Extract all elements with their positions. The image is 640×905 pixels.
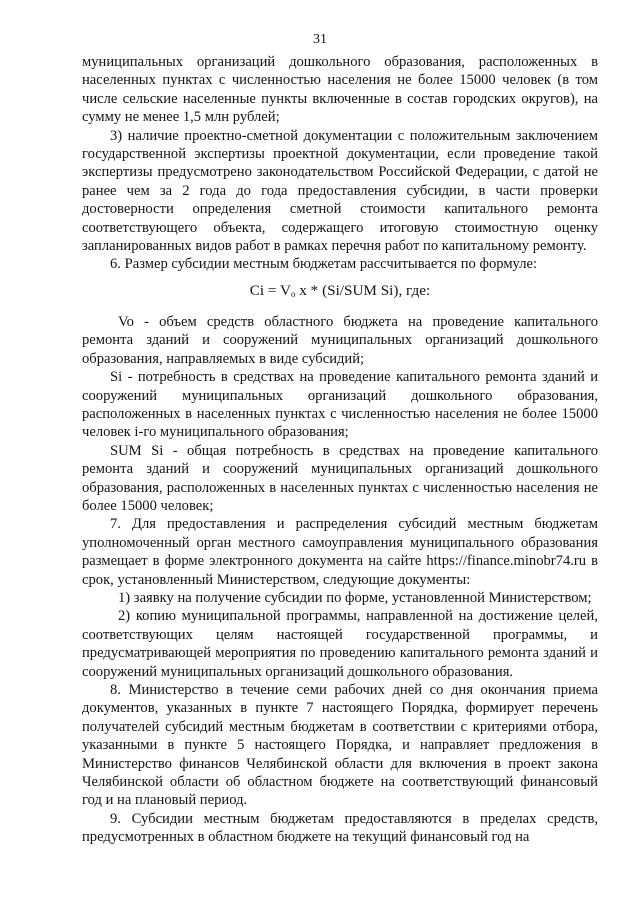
formula-suffix: x * (Si/SUM Si), где:	[295, 281, 431, 299]
paragraph-clause-7: 7. Для предоставления и распределения субсидий местным бюджетам уполномоченный орган местного самоуправления муниципального образования размещает в форме электронного документа на сайте https://finance.minobr74.ru в срок, установленный Министерством, следующие документы:	[82, 516, 598, 588]
paragraph-doc-1: 1) заявку на получение субсидии по форме, установленной Министерством;	[118, 589, 592, 606]
paragraph-clause-6: 6. Размер субсидии местным бюджетам рассчитывается по формуле:	[110, 256, 538, 273]
page-number: 31	[313, 32, 327, 47]
formula-prefix: Ci = V	[249, 281, 291, 299]
definition-sum-si: SUM Si - общая потребность в средствах на проведение капитального ремонта зданий и сооружений муниципальных организаций дошкольного образования, расположенных в населенных пунктах с численностью населения не более 15000 человек;	[82, 442, 598, 514]
formula-subscript: o	[290, 288, 296, 299]
document-body	[82, 53, 598, 847]
definition-si: Si - потребность в средствах на проведение капитального ремонта зданий и сооружений муниципальных организаций дошкольного образования, расположенных в населенных пунктах с численностью населения не более 15000 человек i-го муниципального образования;	[82, 369, 598, 441]
paragraph-continuation: муниципальных организаций дошкольного образования, расположенных в населенных пунктах с численностью населения не более 15000 человек (в том числе сельские населенные пункты включенные в состав городских округов), на сумму не менее 1,5 млн рублей;	[82, 54, 598, 126]
paragraph-clause-8: 8. Министерство в течение семи рабочих дней со дня окончания приема документов, указанных в пункте 7 настоящего Порядка, формирует перечень получателей субсидий местным бюджетам в соответствии с критериями отбора, указанными в пункте 5 настоящего Порядка, и направляет предложения в Министерство финансов Челябинской области для включения в проект закона Челябинской области об областном бюджете на соответствующий финансовый год и на плановый период.	[82, 682, 598, 809]
paragraph-item-3: 3) наличие проектно-сметной документации с положительным заключением государственной экспертизы проектной документации, если проведение такой экспертизы предусмотрено законодательством Российской Федерации, с датой не ранее чем за 2 года до года предоставления субсидии, в части проверки достоверности определения сметной стоимости капитального ремонта соответствующего объекта, содержащего итоговую стоимостную оценку запланированных видов работ в рамках перечня работ по капитальному ремонту.	[82, 127, 598, 255]
paragraph-doc-2: 2) копию муниципальной программы, направленной на достижение целей, соответствующих целям настоящей государственной программы, и предусматривающей мероприятия по проведению капитального ремонта зданий и сооружений муниципальных организаций дошкольного образования.	[82, 608, 598, 680]
subsidy-formula	[82, 281, 598, 304]
paragraph-clause-9: 9. Субсидии местным бюджетам предоставляются в пределах средств, предусмотренных в областном бюджете на текущий финансовый год на	[82, 810, 598, 846]
definition-vo: Vo - объем средств областного бюджета на проведение капитального ремонта зданий и сооружений муниципальных организаций дошкольного образования, направляемых в виде субсидий;	[82, 313, 598, 367]
